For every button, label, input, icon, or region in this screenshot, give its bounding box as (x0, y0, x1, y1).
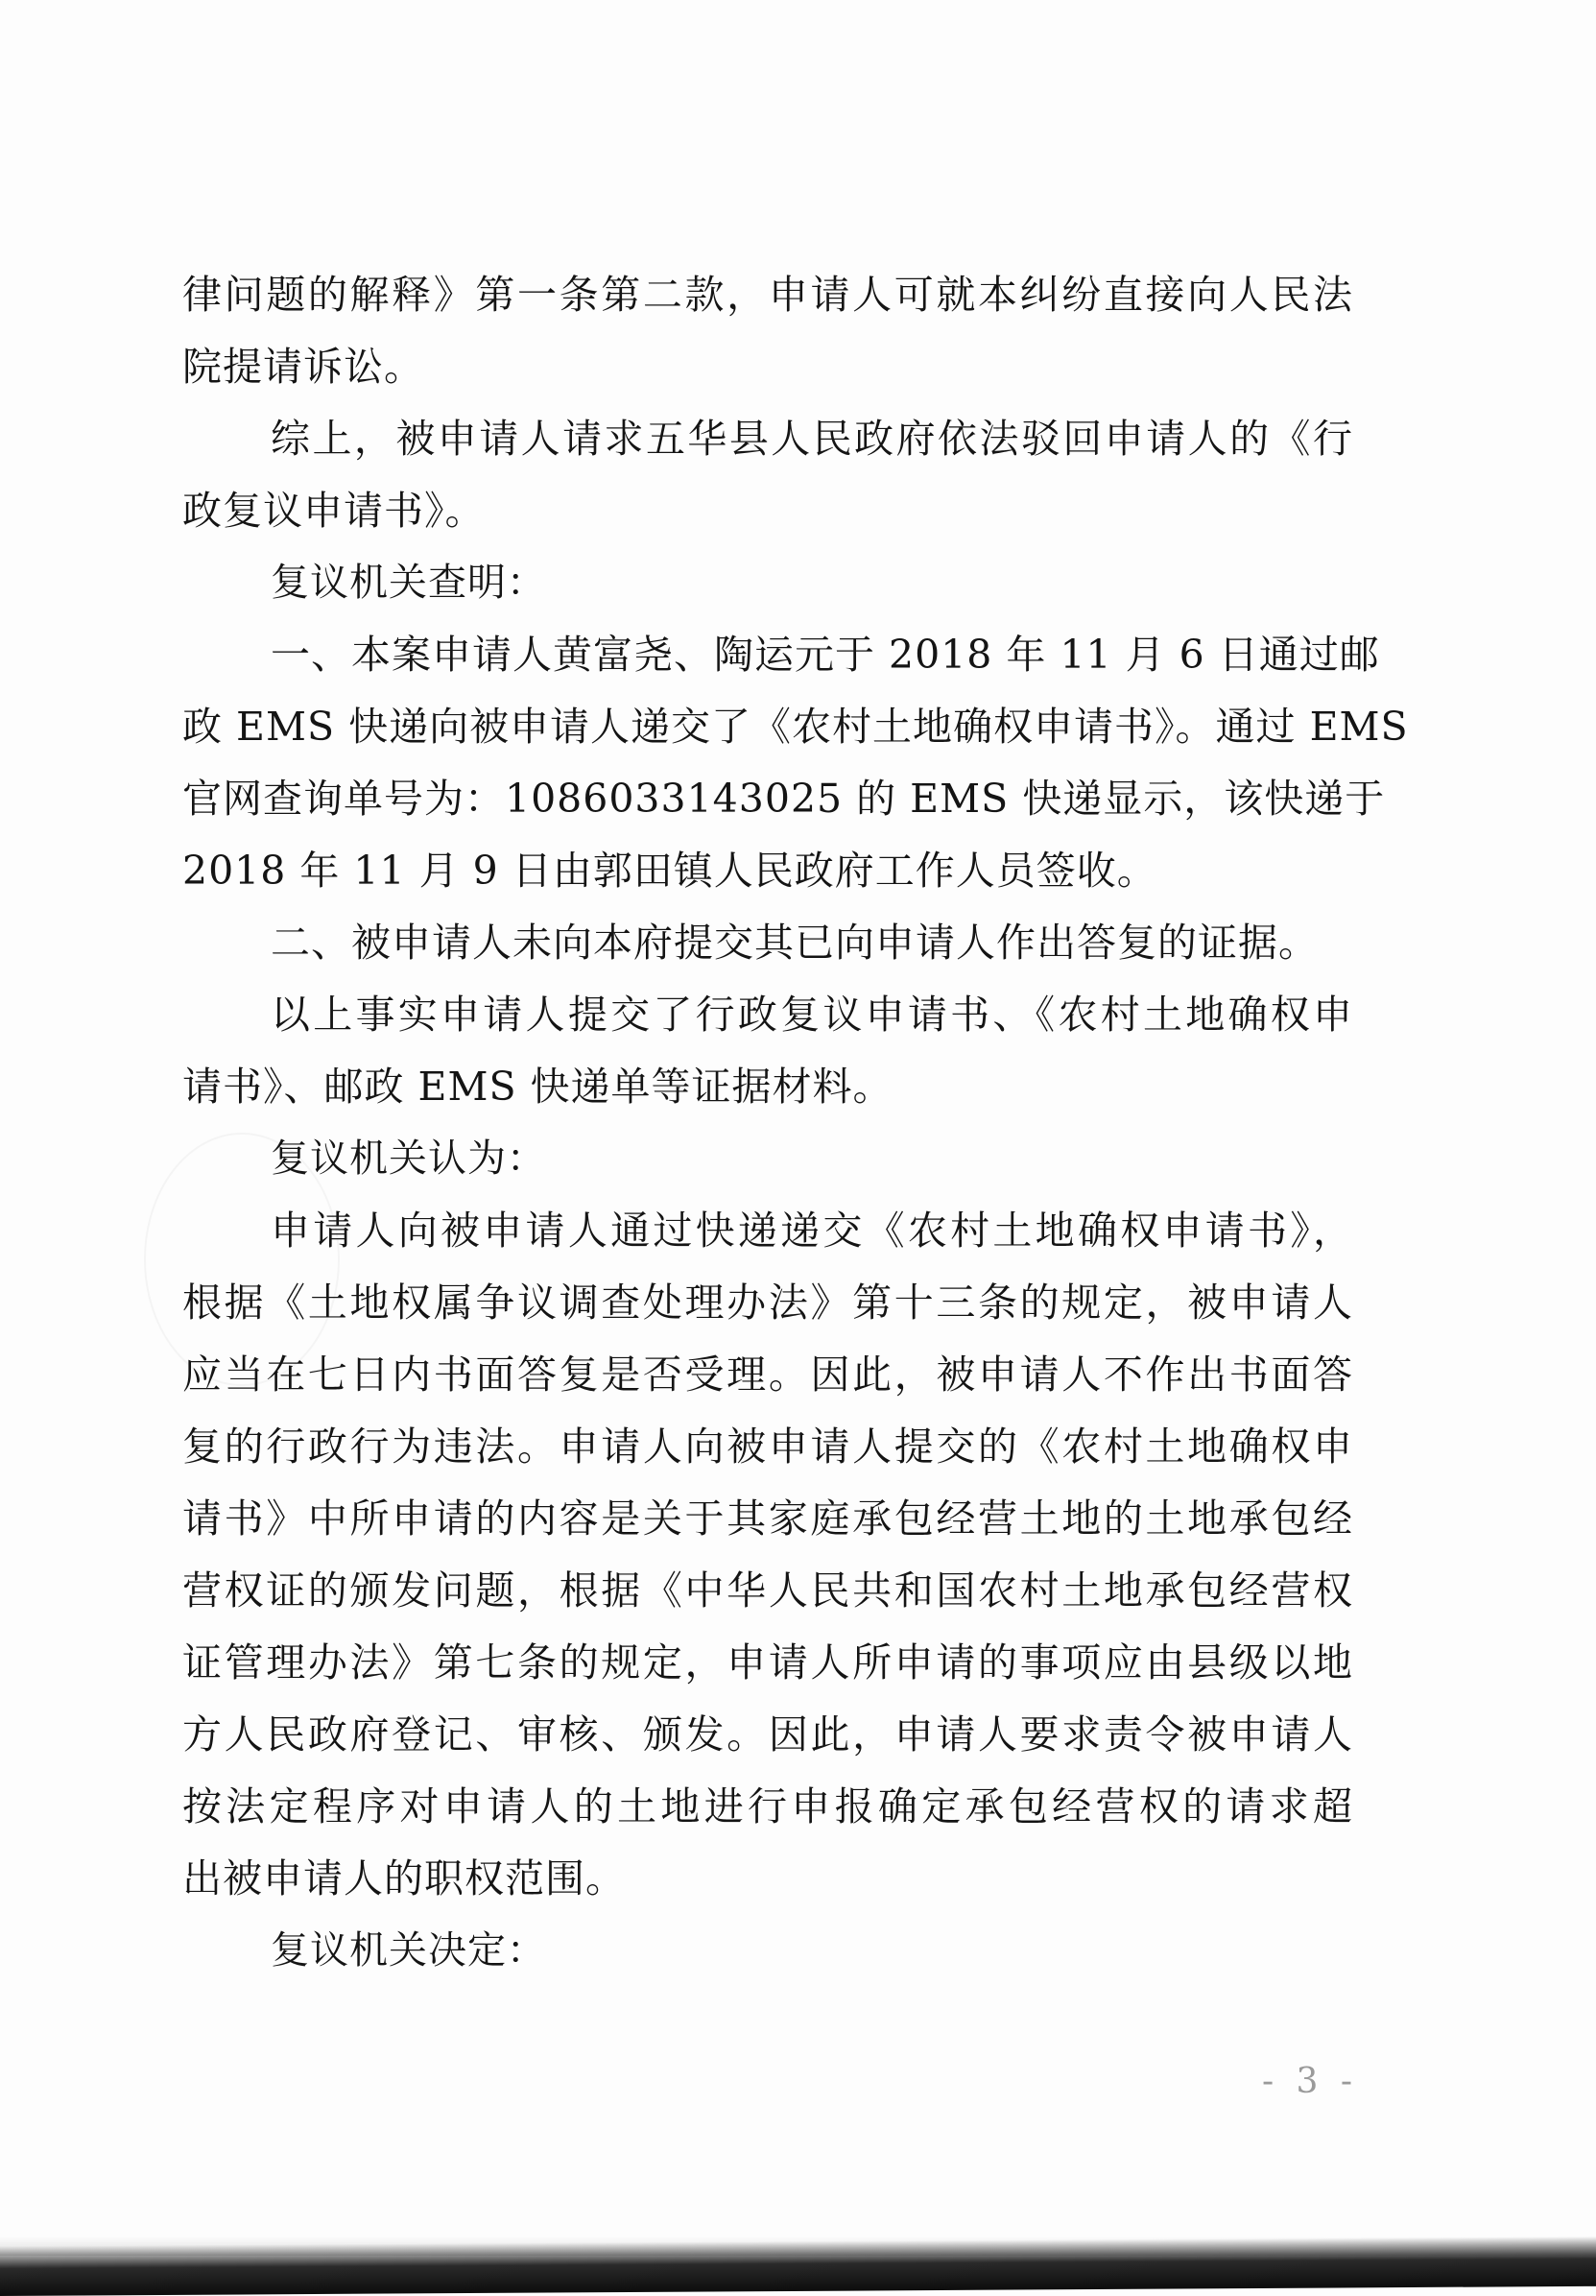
section-heading-opinion: 复议机关认为： (271, 1136, 546, 1181)
text-line: 政 EMS 快递向被申请人递交了《农村土地确权申请书》。通过 EMS (182, 704, 1409, 750)
text-line: 根据《土地权属争议调查处理办法》第十三条的规定，被申请人 (182, 1280, 1353, 1326)
document-body (182, 259, 1409, 1987)
page-number: - 3 - (1261, 2062, 1359, 2101)
text-line: 综上，被申请人请求五华县人民政府依法驳回申请人的《行 (271, 416, 1353, 462)
text-line: 申请人向被申请人通过快递递交《农村土地确权申请书》， (271, 1208, 1353, 1254)
text-line: 院提请诉讼。 (182, 344, 424, 390)
text-line: 复的行政行为违法。申请人向被申请人提交的《农村土地确权申 (182, 1423, 1353, 1470)
text-line: 应当在七日内书面答复是否受理。因此，被申请人不作出书面答 (182, 1351, 1353, 1398)
text-line: 官网查询单号为：1086033143025 的 EMS 快递显示，该快递于 (182, 776, 1386, 822)
section-heading-decision: 复议机关决定： (271, 1928, 546, 1973)
text-line: 律问题的解释》第一条第二款，申请人可就本纠纷直接向人民法 (182, 272, 1353, 318)
text-line: 以上事实申请人提交了行政复议申请书、《农村土地确权申 (271, 992, 1353, 1038)
text-line: 方人民政府登记、审核、颁发。因此，申请人要求责令被申请人 (182, 1711, 1353, 1758)
text-line: 营权证的颁发问题，根据《中华人民共和国农村土地承包经营权 (182, 1567, 1353, 1614)
section-heading-findings: 复议机关查明： (271, 561, 546, 605)
text-line: 证管理办法》第七条的规定，申请人所申请的事项应由县级以地 (182, 1639, 1353, 1686)
text-line: 一、本案申请人黄富尧、陶运元于 2018 年 11 月 6 日通过邮 (271, 632, 1380, 678)
text-line: 政复议申请书》。 (182, 488, 486, 534)
text-line: 按法定程序对申请人的土地进行申报确定承包经营权的请求超 (182, 1783, 1353, 1830)
scan-edge-shadow (0, 2236, 1596, 2296)
text-line: 2018 年 11 月 9 日由郭田镇人民政府工作人员签收。 (182, 848, 1157, 894)
text-line: 出被申请人的职权范围。 (182, 1855, 626, 1901)
text-line: 请书》、邮政 EMS 快递单等证据材料。 (182, 1064, 893, 1110)
text-line: 请书》中所申请的内容是关于其家庭承包经营土地的土地承包经 (182, 1495, 1353, 1542)
text-line: 二、被申请人未向本府提交其已向申请人作出答复的证据。 (271, 920, 1319, 966)
